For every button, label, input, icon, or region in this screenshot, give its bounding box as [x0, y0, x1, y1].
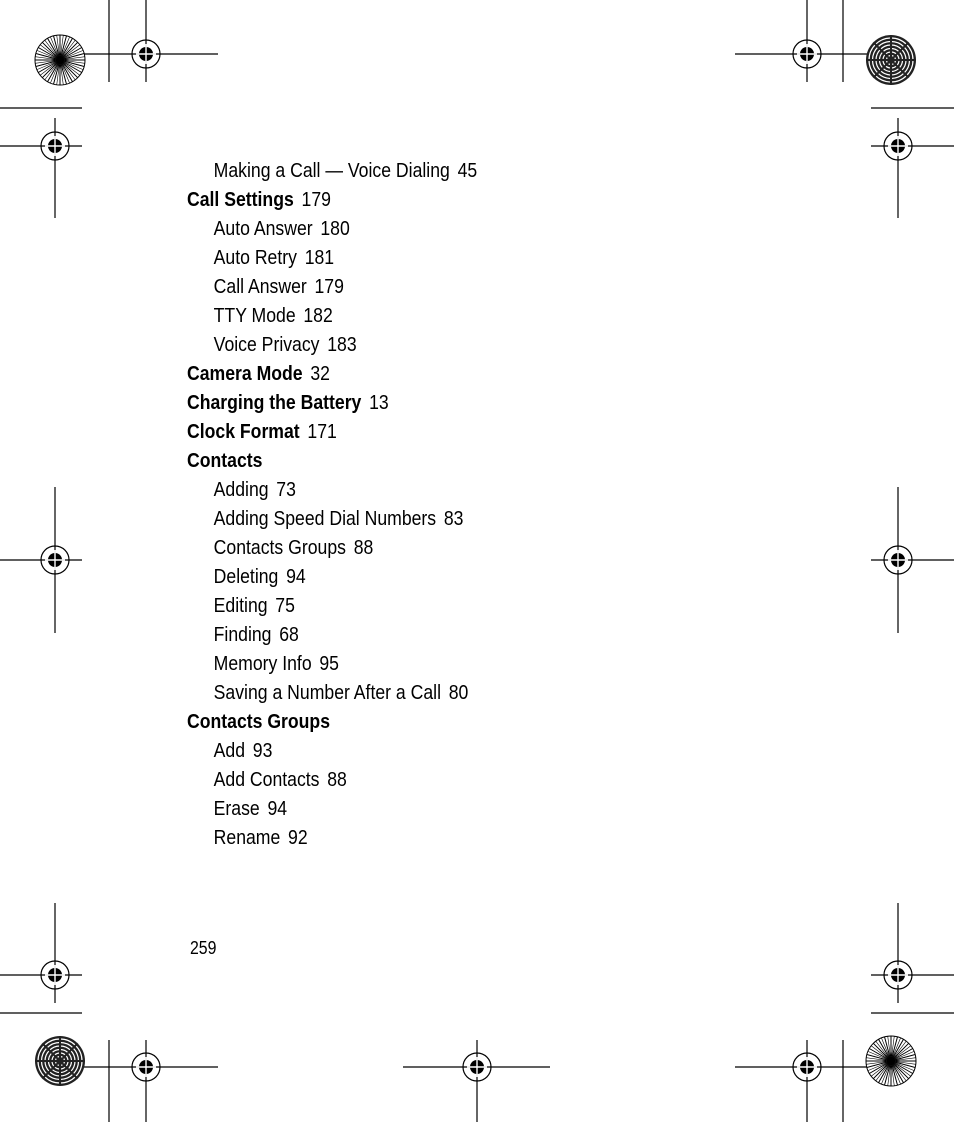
index-sub-entry	[187, 533, 477, 562]
index-page-ref: 181	[304, 246, 335, 269]
index-term: Add	[213, 739, 246, 762]
index-term: Contacts Groups	[213, 536, 346, 559]
index-main-entry	[187, 388, 477, 417]
index-page-ref: 88	[353, 536, 374, 559]
index-term: Call Settings	[187, 188, 294, 211]
index-page-ref: 68	[279, 623, 299, 646]
index-main-entry	[187, 446, 477, 475]
index-page-ref: 183	[327, 333, 357, 356]
index-term: TTY Mode	[213, 304, 296, 327]
index-term: Contacts Groups	[187, 710, 331, 733]
index-term: Making a Call — Voice Dialing	[213, 159, 450, 182]
index-page-ref: 75	[275, 594, 295, 617]
index-page-ref: 13	[369, 391, 389, 414]
index-page-ref: 93	[252, 739, 273, 762]
index-term: Charging the Battery	[187, 391, 362, 414]
index-term: Clock Format	[187, 420, 300, 443]
index-term: Saving a Number After a Call	[213, 681, 442, 704]
index-term: Memory Info	[213, 652, 312, 675]
index-page-ref: 182	[303, 304, 333, 327]
index-sub-entry	[187, 649, 477, 678]
index-main-entry	[187, 707, 477, 736]
index-page-ref: 80	[448, 681, 469, 704]
index-term: Voice Privacy	[213, 333, 320, 356]
index-sub-entry	[187, 156, 477, 185]
index-sub-entry	[187, 301, 477, 330]
index-sub-entry	[187, 562, 477, 591]
index-sub-entry	[187, 214, 477, 243]
index-term: Adding Speed Dial Numbers	[213, 507, 437, 530]
index-term: Deleting	[213, 565, 279, 588]
index-main-entry	[187, 359, 477, 388]
index-page-ref: 179	[301, 188, 331, 211]
index-list	[187, 156, 477, 852]
index-sub-entry	[187, 678, 477, 707]
index-page-ref: 92	[288, 826, 308, 849]
index-page-ref: 95	[319, 652, 339, 675]
index-term: Auto Retry	[213, 246, 297, 269]
index-page-ref: 180	[320, 217, 350, 240]
index-term: Finding	[213, 623, 272, 646]
index-term: Call Answer	[213, 275, 307, 298]
index-sub-entry	[187, 272, 477, 301]
index-term: Editing	[213, 594, 268, 617]
index-term: Erase	[213, 797, 260, 820]
index-term: Camera Mode	[187, 362, 303, 385]
index-page-ref: 73	[276, 478, 296, 501]
index-sub-entry	[187, 823, 477, 852]
index-sub-entry	[187, 504, 477, 533]
index-sub-entry	[187, 765, 477, 794]
index-sub-entry	[187, 243, 477, 272]
index-page-ref: 88	[327, 768, 347, 791]
index-term: Rename	[213, 826, 281, 849]
index-sub-entry	[187, 736, 477, 765]
index-sub-entry	[187, 620, 477, 649]
index-page-ref: 94	[286, 565, 306, 588]
index-page-ref: 83	[443, 507, 464, 530]
index-page-ref: 32	[310, 362, 330, 385]
index-sub-entry	[187, 591, 477, 620]
index-page-ref: 179	[314, 275, 344, 298]
index-page-ref: 45	[457, 159, 478, 182]
index-sub-entry	[187, 475, 477, 504]
index-term: Add Contacts	[213, 768, 320, 791]
index-term: Adding	[213, 478, 269, 501]
index-page-ref: 171	[307, 420, 337, 443]
page-number: 259	[190, 938, 217, 958]
index-main-entry	[187, 417, 477, 446]
index-term: Auto Answer	[213, 217, 313, 240]
index-main-entry	[187, 185, 477, 214]
index-term: Contacts	[187, 449, 263, 472]
index-page-ref: 94	[267, 797, 288, 820]
index-sub-entry	[187, 330, 477, 359]
index-sub-entry	[187, 794, 477, 823]
